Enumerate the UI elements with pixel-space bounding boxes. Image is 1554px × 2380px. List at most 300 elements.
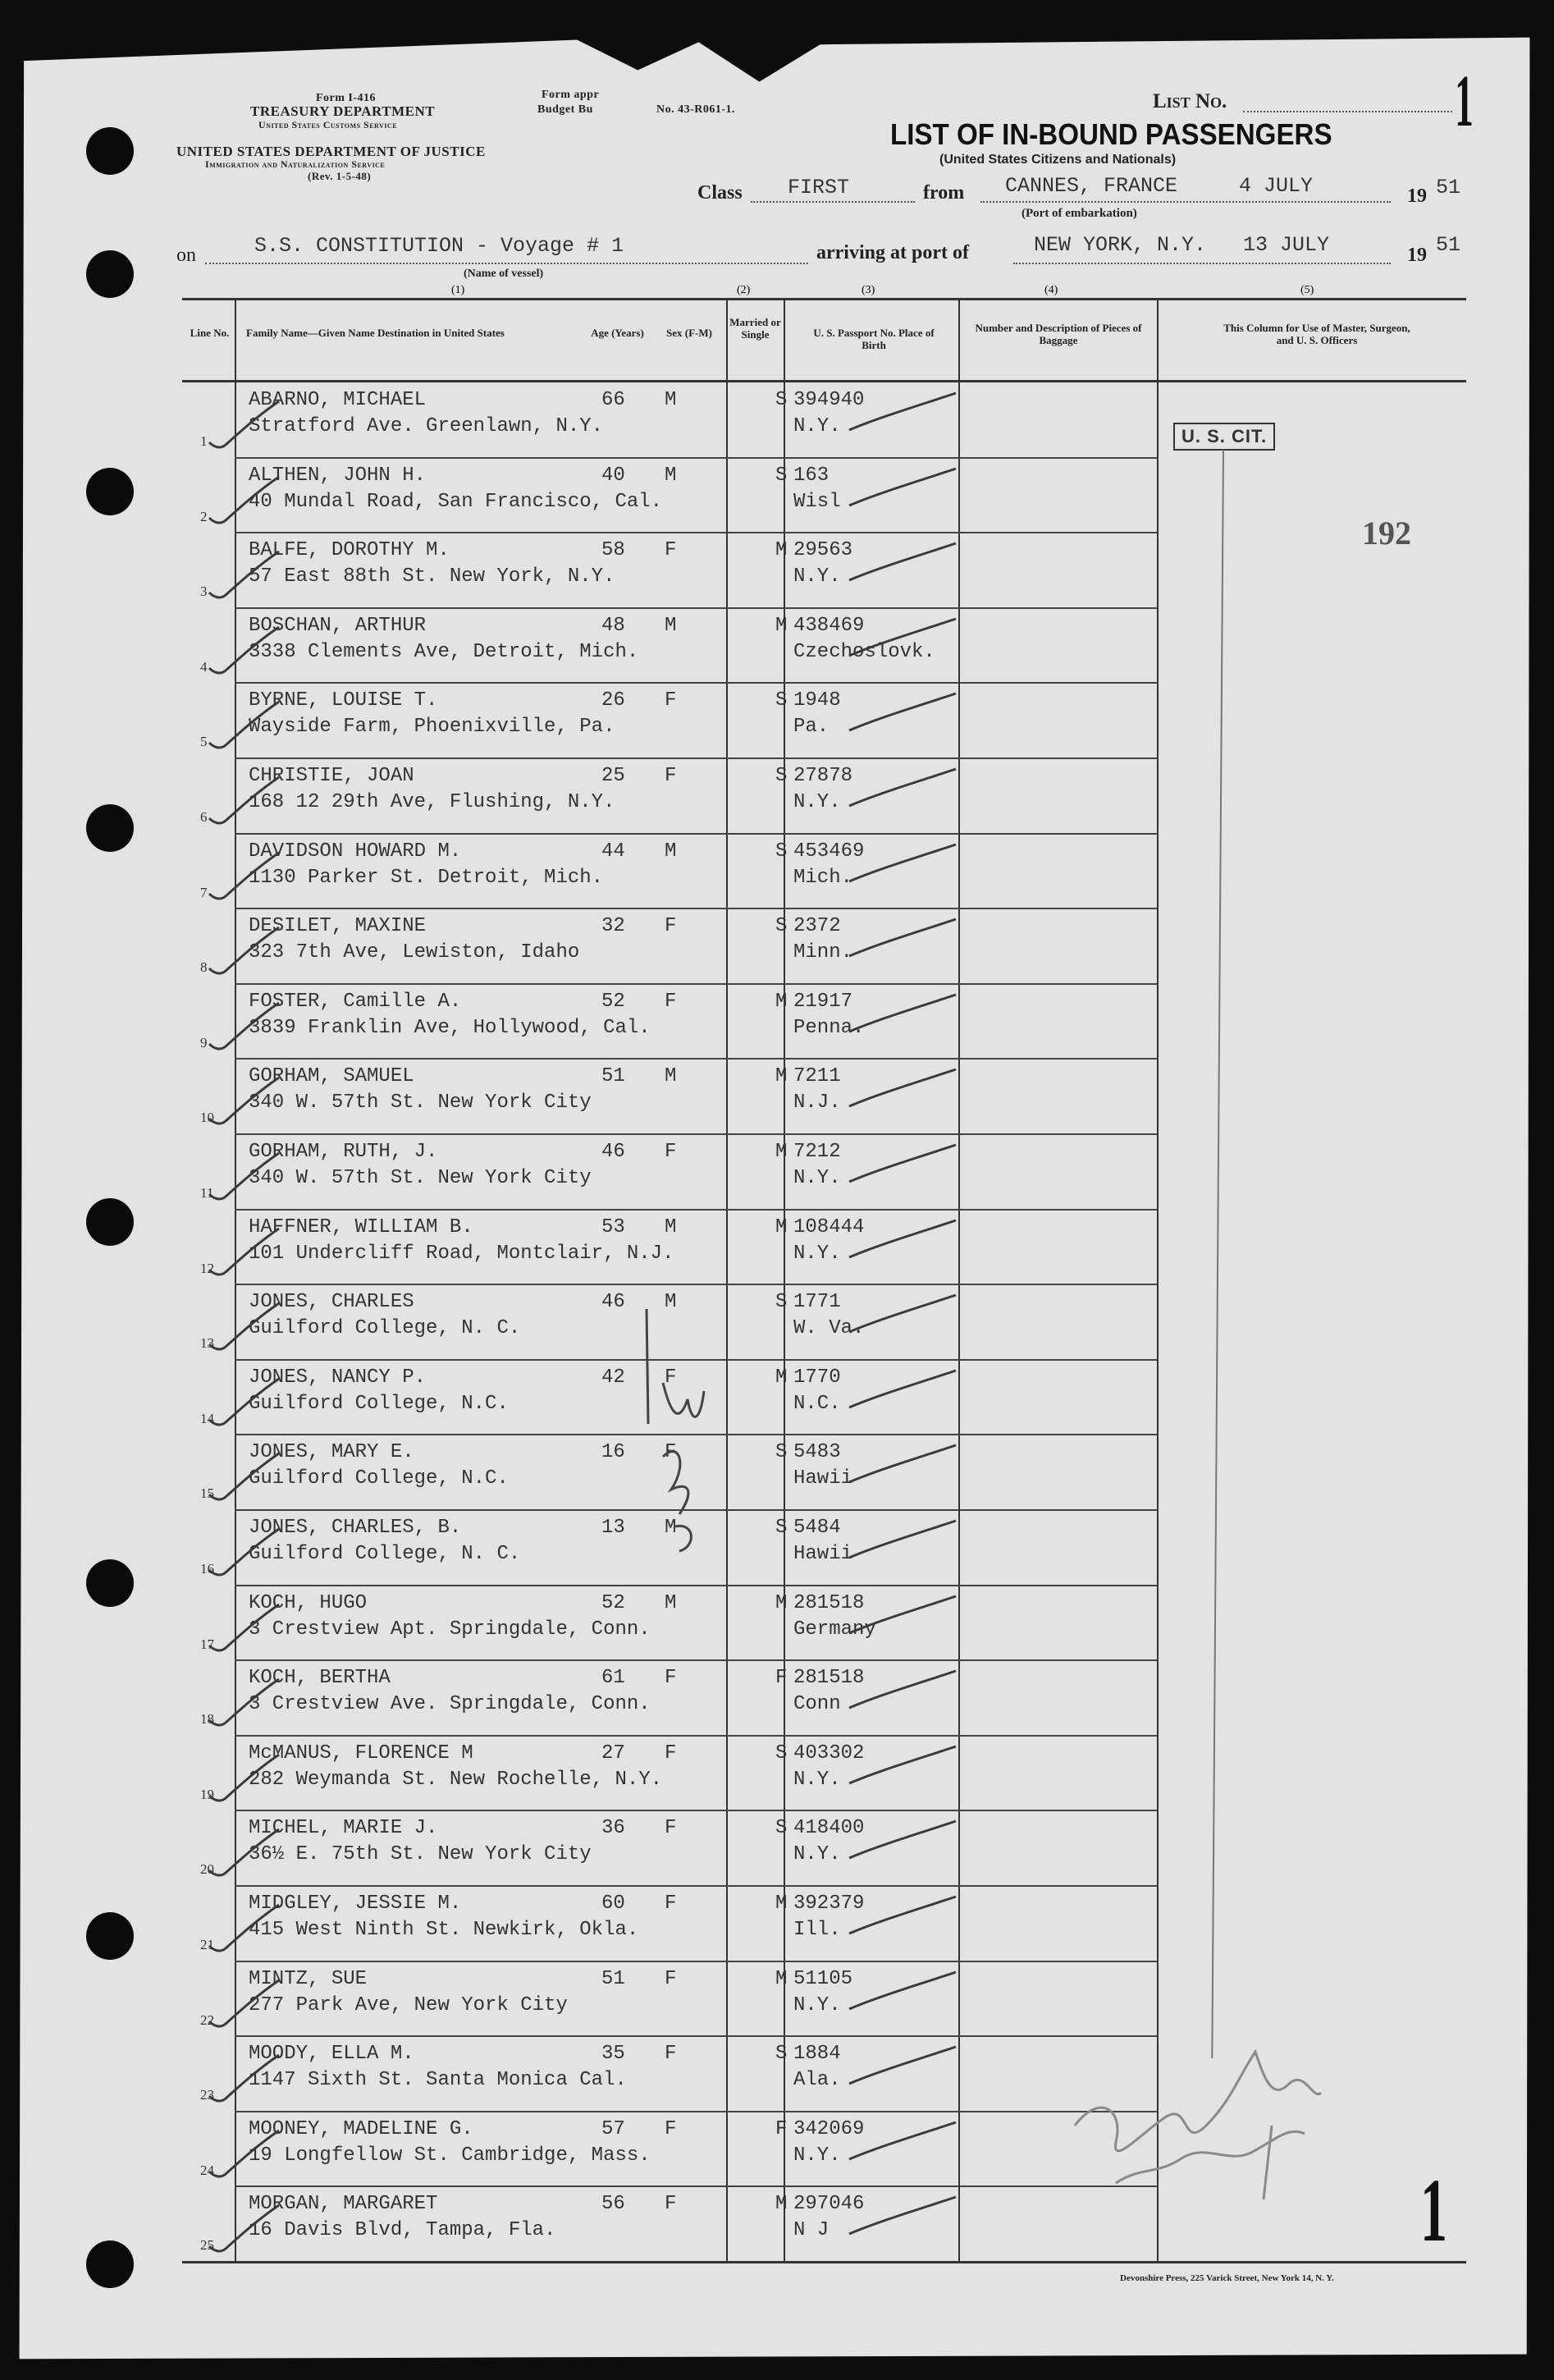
place-of-birth: N.Y. xyxy=(793,791,841,813)
line-number: 13 xyxy=(200,1335,214,1352)
passenger-address: Wayside Farm, Phoenixville, Pa. xyxy=(249,716,615,739)
check-mark xyxy=(205,923,283,981)
header-baggage: Number and Description of Pieces of Baggage xyxy=(975,322,1142,346)
header-passport: U. S. Passport No. Place of Birth xyxy=(813,327,935,351)
check-mark xyxy=(205,2201,283,2259)
marital-status: S xyxy=(775,464,788,487)
row-separator xyxy=(235,1810,1158,1811)
passenger-name: JONES, MARY E. xyxy=(249,1441,414,1464)
passenger-age: 35 xyxy=(601,2043,625,2066)
check-mark xyxy=(205,623,283,680)
passport-tick-mark xyxy=(845,1742,960,1792)
from-label: from xyxy=(923,182,965,204)
passport-tick-mark xyxy=(845,1893,960,1942)
passport-number: 418400 xyxy=(793,1817,865,1840)
passenger-age: 48 xyxy=(601,614,625,637)
passport-tick-mark xyxy=(845,2118,960,2167)
passenger-sex: F xyxy=(665,539,677,562)
marital-status: S xyxy=(775,2043,788,2066)
place-of-birth: Hawii xyxy=(793,1467,853,1490)
passport-tick-mark xyxy=(845,1592,960,1641)
marital-status: S xyxy=(775,389,788,411)
check-mark xyxy=(205,1224,283,1282)
form-subtitle: (United States Citizens and Nationals) xyxy=(939,153,1177,167)
form-approved: Form appr xyxy=(542,89,600,101)
passenger-age: 57 xyxy=(601,2117,625,2140)
marital-status: M xyxy=(775,539,788,562)
col-number: (2) xyxy=(737,284,751,296)
place-of-birth: Wisl xyxy=(793,490,841,513)
row-separator xyxy=(235,607,1158,609)
row-separator xyxy=(235,908,1158,909)
passport-number: 453469 xyxy=(793,840,865,863)
header-officers: This Column for Use of Master, Surgeon, and U. S. Officers xyxy=(1223,322,1410,346)
passport-number: 51105 xyxy=(793,1967,853,1990)
passenger-address: 101 Undercliff Road, Montclair, N.J. xyxy=(249,1242,674,1265)
marital-status: M xyxy=(775,1967,788,1990)
passport-tick-mark xyxy=(845,915,960,964)
marital-status: M xyxy=(775,2193,788,2216)
passenger-name: JONES, NANCY P. xyxy=(249,1366,427,1389)
passenger-name: BYRNE, LOUISE T. xyxy=(249,689,438,712)
passenger-name: JONES, CHARLES, B. xyxy=(249,1517,462,1539)
passenger-age: 51 xyxy=(601,1065,625,1088)
place-of-birth: N.Y. xyxy=(793,2144,841,2167)
passenger-name: KOCH, HUGO xyxy=(249,1591,368,1614)
passport-tick-mark xyxy=(845,1817,960,1866)
passenger-sex: F xyxy=(665,1667,677,1690)
on-label: on xyxy=(176,245,196,266)
place-of-birth: N.Y. xyxy=(793,1843,841,1866)
passenger-sex: M xyxy=(665,1291,677,1314)
passenger-age: 26 xyxy=(601,689,625,712)
passenger-age: 61 xyxy=(601,1667,625,1690)
passenger-address: 1147 Sixth St. Santa Monica Cal. xyxy=(249,2069,627,2092)
passport-number: 1770 xyxy=(793,1366,841,1389)
arrival-year-value: 51 xyxy=(1436,233,1461,257)
passport-tick-mark xyxy=(845,1366,960,1416)
citizen-stamp: U. S. CIT. xyxy=(1173,423,1275,451)
check-mark xyxy=(205,1901,283,1958)
check-mark xyxy=(205,473,283,530)
year-value: 51 xyxy=(1436,176,1461,199)
row-separator xyxy=(235,682,1158,684)
line-number: 12 xyxy=(200,1260,214,1276)
header-age: Age (Years) xyxy=(591,327,644,339)
passenger-count: 192 xyxy=(1362,515,1411,552)
check-mark xyxy=(205,698,283,755)
place-of-birth: N.Y. xyxy=(793,565,841,588)
marital-status: M xyxy=(775,1893,788,1915)
punch-hole xyxy=(86,127,134,175)
passenger-address: Guilford College, N.C. xyxy=(249,1392,509,1415)
passport-tick-mark xyxy=(845,1291,960,1340)
passenger-name: BALFE, DOROTHY M. xyxy=(249,539,450,562)
passport-number: 7212 xyxy=(793,1141,841,1163)
passport-number: 27878 xyxy=(793,765,853,787)
place-of-birth: N.Y. xyxy=(793,1167,841,1189)
passenger-address: 19 Longfellow St. Cambridge, Mass. xyxy=(249,2144,651,2167)
check-mark xyxy=(205,2051,283,2108)
passenger-name: MOONEY, MADELINE G. xyxy=(249,2117,473,2140)
class-line xyxy=(751,201,915,203)
place-of-birth: Ala. xyxy=(793,2069,841,2092)
passport-tick-mark xyxy=(845,1216,960,1266)
marital-status: M xyxy=(775,990,788,1013)
passport-tick-mark xyxy=(845,1441,960,1490)
place-of-birth: Conn xyxy=(793,1693,841,1716)
punch-hole xyxy=(86,1912,134,1960)
passenger-address: Guilford College, N.C. xyxy=(249,1467,509,1490)
passenger-name: KOCH, BERTHA xyxy=(249,1667,391,1690)
department-of-justice: UNITED STATES DEPARTMENT OF JUSTICE xyxy=(176,144,486,159)
check-mark xyxy=(205,547,283,605)
arrival-line xyxy=(1013,263,1391,264)
line-number: 25 xyxy=(200,2237,214,2254)
passenger-sex: M xyxy=(665,464,677,487)
row-separator xyxy=(235,457,1158,459)
place-of-birth: Penna. xyxy=(793,1016,865,1039)
marital-status: M xyxy=(775,1141,788,1163)
customs-service: United States Customs Service xyxy=(258,119,398,130)
passport-tick-mark xyxy=(845,689,960,739)
passport-number: 438469 xyxy=(793,614,865,637)
check-mark xyxy=(205,1751,283,1808)
line-number: 1 xyxy=(200,433,208,449)
check-mark xyxy=(205,773,283,831)
passport-tick-mark xyxy=(845,1141,960,1190)
passenger-sex: F xyxy=(665,2117,677,2140)
passenger-age: 27 xyxy=(601,1742,625,1764)
row-separator xyxy=(235,1659,1158,1661)
passenger-age: 44 xyxy=(601,840,625,863)
line-number: 11 xyxy=(200,1185,214,1201)
passport-number: 281518 xyxy=(793,1591,865,1614)
punch-hole xyxy=(86,1559,134,1607)
passenger-name: DESILET, MAXINE xyxy=(249,915,427,938)
line-number: 24 xyxy=(200,2162,214,2178)
marital-status: F xyxy=(775,1667,788,1690)
list-no-label: List No. xyxy=(1153,90,1227,112)
passport-tick-mark xyxy=(845,465,960,514)
arrival-year-label: 19 xyxy=(1407,245,1427,266)
check-mark xyxy=(205,1149,283,1206)
passenger-age: 16 xyxy=(601,1441,625,1464)
passport-tick-mark xyxy=(845,840,960,890)
passport-number: 5484 xyxy=(793,1517,841,1539)
passport-number: 403302 xyxy=(793,1742,865,1764)
passport-number: 2372 xyxy=(793,915,841,938)
check-mark xyxy=(205,397,283,455)
passenger-age: 52 xyxy=(601,1591,625,1614)
marital-status: F xyxy=(775,2117,788,2140)
marital-status: M xyxy=(775,1215,788,1238)
passport-tick-mark xyxy=(845,2043,960,2092)
passport-number: 1948 xyxy=(793,689,841,712)
check-mark xyxy=(205,1073,283,1131)
passenger-sex: F xyxy=(665,915,677,938)
row-separator xyxy=(235,1585,1158,1586)
passenger-name: CHRISTIE, JOAN xyxy=(249,765,414,787)
line-number: 5 xyxy=(200,734,208,750)
arrival-date: 13 JULY xyxy=(1243,233,1330,257)
passenger-address: 57 East 88th St. New York, N.Y. xyxy=(249,565,615,588)
header-line-no: Line No. xyxy=(190,327,230,339)
passenger-name: MORGAN, MARGARET xyxy=(249,2193,438,2216)
passenger-name: FOSTER, Camille A. xyxy=(249,990,462,1013)
passenger-sex: M xyxy=(665,614,677,637)
passenger-name: MICHEL, MARIE J. xyxy=(249,1817,438,1840)
passenger-address: 3 Crestview Apt. Springdale, Conn. xyxy=(249,1618,651,1641)
place-of-birth: N J xyxy=(793,2219,830,2242)
passenger-sex: M xyxy=(665,840,677,863)
inspector-signature xyxy=(1067,2002,1337,2216)
passenger-address: 323 7th Ave, Lewiston, Idaho xyxy=(249,941,580,964)
place-of-birth: Czechoslovk. xyxy=(793,640,935,663)
passport-number: 5483 xyxy=(793,1441,841,1464)
place-of-birth: Germany xyxy=(793,1618,876,1641)
form-title: LIST OF IN-BOUND PASSENGERS xyxy=(890,117,1332,151)
immigration-service: Immigration and Naturalization Service xyxy=(205,158,386,170)
marital-status: M xyxy=(775,1591,788,1614)
class-value: FIRST xyxy=(788,176,850,199)
check-mark xyxy=(205,1449,283,1507)
list-no-line xyxy=(1243,111,1452,112)
marital-status: S xyxy=(775,765,788,787)
row-separator xyxy=(235,1209,1158,1211)
passenger-age: 13 xyxy=(601,1517,625,1539)
table-header-rule xyxy=(182,380,1466,382)
col-number: (1) xyxy=(451,284,465,296)
line-number: 3 xyxy=(200,584,208,600)
header-name: Family Name—Given Name Destination in United States xyxy=(246,327,505,339)
line-number: 4 xyxy=(200,658,208,675)
col-number: (5) xyxy=(1300,284,1314,296)
line-number: 15 xyxy=(200,1485,214,1502)
passenger-sex: M xyxy=(665,1591,677,1614)
place-of-birth: Pa. xyxy=(793,716,830,739)
row-separator xyxy=(235,1284,1158,1285)
line-number: 8 xyxy=(200,959,208,976)
punch-hole xyxy=(86,250,134,298)
passenger-address: 3839 Franklin Ave, Hollywood, Cal. xyxy=(249,1016,651,1039)
passenger-sex: F xyxy=(665,1742,677,1764)
header-sex: Sex (F-M) xyxy=(666,327,712,339)
col-divider xyxy=(1157,298,1159,2263)
row-separator xyxy=(235,2035,1158,2037)
marital-status: S xyxy=(775,689,788,712)
passenger-sex: F xyxy=(665,2193,677,2216)
passenger-sex: F xyxy=(665,689,677,712)
place-of-birth: N.C. xyxy=(793,1392,841,1415)
page-mark: 1 xyxy=(1420,2160,1447,2260)
passenger-sex: M xyxy=(665,389,677,411)
row-separator xyxy=(235,1961,1158,1962)
passenger-age: 36 xyxy=(601,1817,625,1840)
marital-status: S xyxy=(775,1291,788,1314)
passenger-age: 46 xyxy=(601,1291,625,1314)
passport-number: 1771 xyxy=(793,1291,841,1314)
arriving-label: arriving at port of xyxy=(816,242,969,263)
class-label: Class xyxy=(697,182,743,204)
passenger-name: JONES, CHARLES xyxy=(249,1291,414,1314)
vessel-caption: (Name of vessel) xyxy=(464,268,544,280)
passenger-age: 53 xyxy=(601,1215,625,1238)
row-separator xyxy=(235,1885,1158,1887)
marital-status: S xyxy=(775,1517,788,1539)
marital-status: M xyxy=(775,614,788,637)
line-number: 22 xyxy=(200,2012,214,2028)
passport-number: 392379 xyxy=(793,1893,865,1915)
check-mark xyxy=(205,1299,283,1357)
check-mark xyxy=(205,2126,283,2184)
line-number: 23 xyxy=(200,2087,214,2103)
line-number: 7 xyxy=(200,884,208,900)
place-of-birth: Mich. xyxy=(793,866,853,889)
passenger-sex: F xyxy=(665,2043,677,2066)
treasury-department: TREASURY DEPARTMENT xyxy=(250,103,436,119)
punch-hole xyxy=(86,1198,134,1246)
passenger-age: 40 xyxy=(601,464,625,487)
passport-number: 281518 xyxy=(793,1667,865,1690)
vessel-line xyxy=(205,263,808,264)
passenger-address: 340 W. 57th St. New York City xyxy=(249,1167,592,1189)
col-number: (3) xyxy=(862,284,875,296)
passenger-age: 25 xyxy=(601,765,625,787)
check-mark xyxy=(205,1600,283,1658)
passenger-address: 36½ E. 75th St. New York City xyxy=(249,1843,592,1866)
arrival-port: NEW YORK, N.Y. xyxy=(1034,233,1207,257)
passenger-age: 42 xyxy=(601,1366,625,1389)
passenger-name: MINTZ, SUE xyxy=(249,1967,368,1990)
passport-tick-mark xyxy=(845,1065,960,1114)
passport-number: 7211 xyxy=(793,1065,841,1088)
passenger-address: 282 Weymanda St. New Rochelle, N.Y. xyxy=(249,1768,663,1791)
check-mark xyxy=(205,1375,283,1432)
passport-tick-mark xyxy=(845,765,960,814)
passport-number: 163 xyxy=(793,464,830,487)
marital-status: S xyxy=(775,1742,788,1764)
line-number: 17 xyxy=(200,1636,214,1652)
from-date: 4 JULY xyxy=(1239,174,1314,198)
passenger-name: BOSCHAN, ARTHUR xyxy=(249,614,427,637)
passenger-address: 415 West Ninth St. Newkirk, Okla. xyxy=(249,1919,639,1941)
line-number: 14 xyxy=(200,1410,214,1426)
passenger-address: Stratford Ave. Greenlawn, N.Y. xyxy=(249,415,604,437)
passport-tick-mark xyxy=(845,389,960,438)
place-of-birth: N.Y. xyxy=(793,1768,841,1791)
passenger-sex: F xyxy=(665,1893,677,1915)
table-bottom-rule xyxy=(182,2261,1466,2263)
check-mark xyxy=(205,1976,283,2034)
punch-hole xyxy=(86,2240,134,2288)
vessel-value: S.S. CONSTITUTION - Voyage # 1 xyxy=(254,234,624,258)
passenger-sex: M xyxy=(665,1065,677,1088)
budget-number: No. 43-R061-1. xyxy=(656,103,736,116)
passenger-address: 40 Mundal Road, San Francisco, Cal. xyxy=(249,490,663,513)
passport-number: 21917 xyxy=(793,990,853,1013)
passport-number: 29563 xyxy=(793,539,853,562)
passenger-age: 32 xyxy=(601,915,625,938)
passenger-sex: M xyxy=(665,1215,677,1238)
place-of-birth: Minn. xyxy=(793,941,853,964)
row-separator xyxy=(235,983,1158,985)
passenger-age: 58 xyxy=(601,539,625,562)
from-line xyxy=(980,201,1391,203)
place-of-birth: N.Y. xyxy=(793,1993,841,2016)
passenger-address: Guilford College, N. C. xyxy=(249,1317,521,1340)
passport-number: 394940 xyxy=(793,389,865,411)
col-divider xyxy=(726,298,728,2263)
passenger-sex: F xyxy=(665,1441,677,1464)
punch-hole xyxy=(86,468,134,515)
line-number: 18 xyxy=(200,1711,214,1728)
passenger-name: GORHAM, RUTH, J. xyxy=(249,1141,438,1163)
row-separator xyxy=(235,532,1158,533)
passport-tick-mark xyxy=(845,2193,960,2242)
line-number: 2 xyxy=(200,508,208,524)
check-mark xyxy=(205,849,283,906)
passenger-address: 168 12 29th Ave, Flushing, N.Y. xyxy=(249,791,615,813)
passenger-name: HAFFNER, WILLIAM B. xyxy=(249,1215,473,1238)
passenger-age: 46 xyxy=(601,1141,625,1163)
col-number: (4) xyxy=(1044,284,1058,296)
passport-number: 297046 xyxy=(793,2193,865,2216)
line-number: 16 xyxy=(200,1561,214,1577)
passenger-address: 16 Davis Blvd, Tampa, Fla. xyxy=(249,2219,556,2242)
passenger-age: 60 xyxy=(601,1893,625,1915)
row-separator xyxy=(235,2111,1158,2112)
marital-status: M xyxy=(775,1065,788,1088)
passport-number: 342069 xyxy=(793,2117,865,2140)
passenger-name: DAVIDSON HOWARD M. xyxy=(249,840,462,863)
passenger-age: 52 xyxy=(601,990,625,1013)
passport-tick-mark xyxy=(845,991,960,1040)
passenger-sex: F xyxy=(665,1141,677,1163)
passenger-sex: F xyxy=(665,1366,677,1389)
passenger-address: 3 Crestview Ave. Springdale, Conn. xyxy=(249,1693,651,1716)
line-number: 10 xyxy=(200,1110,214,1126)
marital-status: S xyxy=(775,1817,788,1840)
check-mark xyxy=(205,1825,283,1883)
passenger-age: 56 xyxy=(601,2193,625,2216)
place-of-birth: Hawii xyxy=(793,1543,853,1565)
passenger-address: 1130 Parker St. Detroit, Mich. xyxy=(249,866,604,889)
place-of-birth: Ill. xyxy=(793,1919,841,1941)
marital-status: S xyxy=(775,1441,788,1464)
place-of-birth: W. Va. xyxy=(793,1317,865,1340)
passport-tick-mark xyxy=(845,615,960,664)
budget-label: Budget Bu xyxy=(537,103,593,116)
passenger-name: McMANUS, FLORENCE M xyxy=(249,1742,473,1764)
row-separator xyxy=(235,1058,1158,1060)
passenger-name: ABARNO, MICHAEL xyxy=(249,389,427,411)
row-separator xyxy=(235,833,1158,835)
table-top-rule xyxy=(182,298,1466,300)
from-value: CANNES, FRANCE xyxy=(1005,174,1178,198)
passenger-sex: F xyxy=(665,990,677,1013)
line-number: 20 xyxy=(200,1861,214,1878)
line-number: 6 xyxy=(200,809,208,825)
passport-tick-mark xyxy=(845,1517,960,1566)
passenger-sex: F xyxy=(665,1817,677,1840)
place-of-birth: N.Y. xyxy=(793,1242,841,1265)
passenger-address: Guilford College, N. C. xyxy=(249,1543,521,1565)
form-revision: (Rev. 1-5-48) xyxy=(308,170,372,182)
marital-status: S xyxy=(775,840,788,863)
passenger-name: GORHAM, SAMUEL xyxy=(249,1065,414,1088)
form-number: Form I-416 xyxy=(316,92,377,104)
